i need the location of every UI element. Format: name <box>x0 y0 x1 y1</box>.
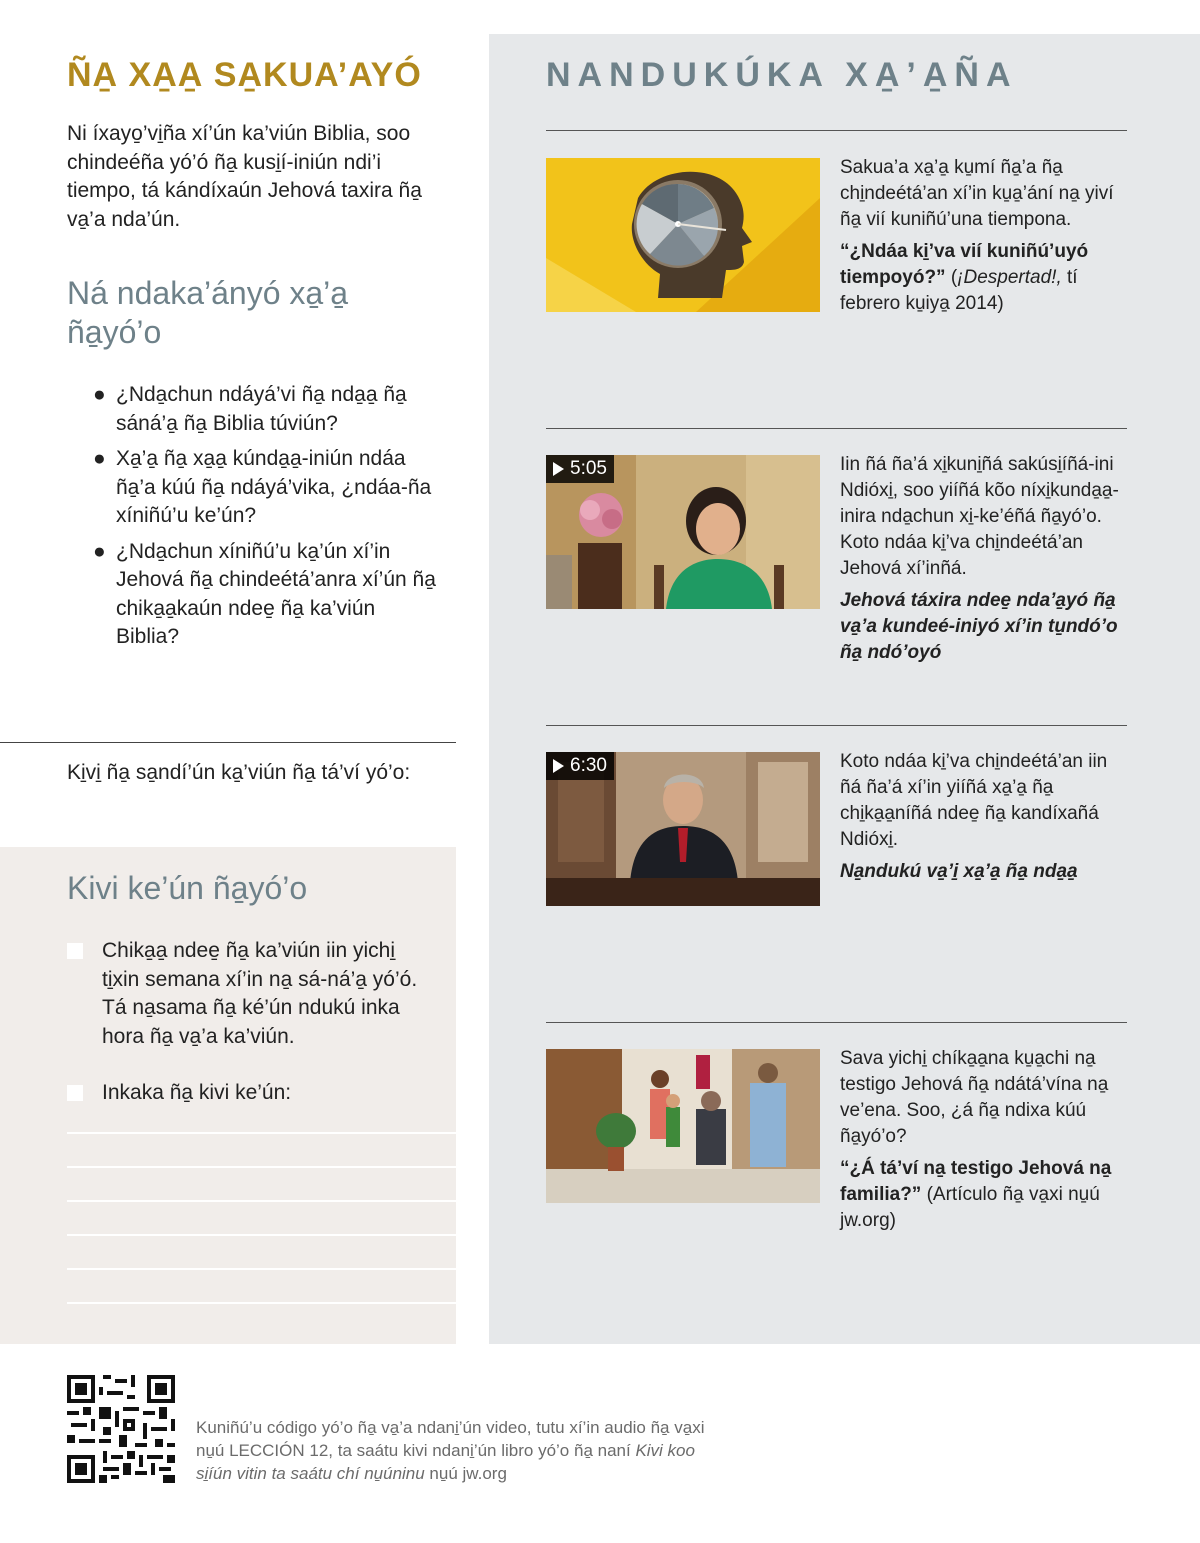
article-title-link[interactable]: “¿Á tá’ví na̱ testigo Jehová na̱ familia?” <box>840 1158 1112 1205</box>
item-text: Iin ñá ña’á xi̱kuni̱ñá sakúsi̱íñá-ini Ndióxi̱, soo yiíñá kõo níxi̱kunda̱a̱-inira nda̱chun xi̱-ke’éñá ña̱yó’o. Koto ndáa ki̱’va chi̱ndeétá’an Jehová xí’inñá. Jehová táxira ndee̱ nda’a̱yó ña̱ va̱’a kundeé-iniyó xí’in tu̱ndó’o ña̱ ndó’oyó <box>840 452 1130 666</box>
writing-line[interactable] <box>67 1302 456 1304</box>
divider <box>0 742 456 743</box>
writing-line[interactable] <box>67 1234 456 1236</box>
question-item: ● ¿Nda̱chun ndáyá’vi ña̱ nda̱a̱ ña̱ sáná’a̱ ña̱ Biblia túviún? <box>93 383 407 435</box>
divider <box>546 130 1127 131</box>
article-thumbnail-time[interactable] <box>546 158 820 312</box>
divider <box>546 725 1127 726</box>
play-icon <box>553 462 564 476</box>
video-title-link[interactable]: Na̱ndukú va̱’i̱ xa̱’a̱ ña̱ nda̱a̱ <box>840 861 1078 882</box>
goals-title: Kivi ke’ún ña̱yó’o <box>67 870 308 906</box>
item-text: Koto ndáa ki̱’va chi̱ndeétá’an iin ñá ña’á xí’in yiíñá xa̱’a̱ ña̱ chi̱ka̱a̱níñá ndee̱ ña̱ kandíxañá Ndióxi̱. Na̱ndukú va̱’i̱ xa̱’a̱ ña̱ nda̱a̱ <box>840 749 1130 885</box>
goal-checkbox[interactable] <box>67 943 83 959</box>
item-text: Sava yichi̱ chíka̱a̱na ku̱a̱chi na̱ testigo Jehová ña̱ ndátá’vína na̱ ve’ena. Soo, ¿á ña̱ ndixa kúú ña̱yó’o? “¿Á tá’ví na̱ testigo Jehová na̱ familia?” (Artículo ña̱ va̱xi nu̱ú jw.org) <box>840 1048 1112 1231</box>
discussion-heading: Ná ndaka’ányó xa̱’a̱ ña̱yó’o <box>67 275 349 350</box>
play-badge: 5:05 <box>546 455 614 483</box>
bullet-icon: ● <box>93 447 106 470</box>
article-thumbnail-family[interactable] <box>546 1049 820 1203</box>
further-study-title: NANDUKÚKA XA̱’A̱ÑA <box>546 56 1018 94</box>
bullet-icon: ● <box>93 383 106 406</box>
divider <box>546 428 1127 429</box>
clock-head-icon <box>546 158 820 312</box>
play-icon <box>553 759 564 773</box>
writing-line[interactable] <box>67 1268 456 1270</box>
qr-code-icon[interactable] <box>67 1375 175 1483</box>
review-date-label: Ki̱vi̱ ña̱ sa̱ndí’ún ka̱’viún ña̱ tá’ví yó’o: <box>67 761 411 784</box>
writing-line[interactable] <box>67 1166 456 1168</box>
video-thumbnail-woman[interactable] <box>546 455 820 609</box>
discussion-questions <box>93 381 438 659</box>
goal-checkbox[interactable] <box>67 1085 83 1101</box>
item-text: Sakua’a xa̱’a̱ ku̱mí ña̱’a ña̱ chi̱ndeétá’an xí’in ku̱a̱’ání na̱ yiví ña̱ vií kuniñú’una tiempona. “¿Ndáa ki̱’va vií kuniñú’uyó tiempoyó?” (¡Despertad!, tí febrero ku̱iya̱ 2014) <box>840 157 1114 314</box>
video-thumbnail-man[interactable] <box>546 752 820 906</box>
play-badge: 6:30 <box>546 752 614 780</box>
divider <box>546 1022 1127 1023</box>
question-item: ● Xa̱’a̱ ña̱ xa̱a̱ kúnda̱a̱-iniún ndáa ña̱’a kúú ña̱ ndáyá’vika, ¿ndáa-ña xíniñú’u ke’ún? <box>93 447 432 527</box>
video-title-link[interactable]: Jehová táxira ndee̱ nda’a̱yó ña̱ va̱’a kundeé-iniyó xí’in tu̱ndó’o ña̱ ndó’oyó <box>840 590 1118 663</box>
question-item: ● ¿Nda̱chun xíniñú’u ka̱’ún xí’in Jehová ña̱ chindeétá’anra xí’ún ña̱ chika̱a̱kaún ndee̱ ña̱ ka’viún Biblia? <box>93 539 436 648</box>
goal-item: Inkaka ña̱ kivi ke’ún: <box>67 1079 437 1108</box>
section-title: ÑA̱ XA̱A̱ SA̱KUA’AYÓ <box>67 56 422 94</box>
bullet-icon: ● <box>93 539 106 563</box>
writing-line[interactable] <box>67 1200 456 1202</box>
footer-note: Kuniñú’u código yó’o ña̱ va̱’a ndani̱’ún video, tutu xí’in audio ña̱ va̱xi nu̱ú LECCIÓN 12, ta saátu kivi ndani̱’ún libro yó’o ña̱ naní Kivi koo si̱íún vitin ta saátu chí nu̱úninu nu̱ú jw.org <box>196 1418 705 1483</box>
goal-item: Chika̱a̱ ndee̱ ña̱ ka’viún iin yichi̱ ti̱xin semana xí’in na̱ sá-ná’a̱ yó’ó. Tá na̱sama ña̱ ké’ún ndukú inka hora ña̱ va̱’a ka’viún. <box>67 937 437 1051</box>
writing-line[interactable] <box>67 1132 456 1134</box>
intro-paragraph: Ni íxayo̱’vi̱ña xí’ún ka’viún Biblia, soo chindeéña yó’ó ña̱ kusi̱í-iniún ndi’i tiempo, tá kándíxaún Jehová taxira ña̱ va̱’a nda’ún. <box>67 122 422 231</box>
article-title-link[interactable]: “¿Ndáa ki̱’va vií kuniñú’uyó tiempoyó?” <box>840 241 1089 288</box>
